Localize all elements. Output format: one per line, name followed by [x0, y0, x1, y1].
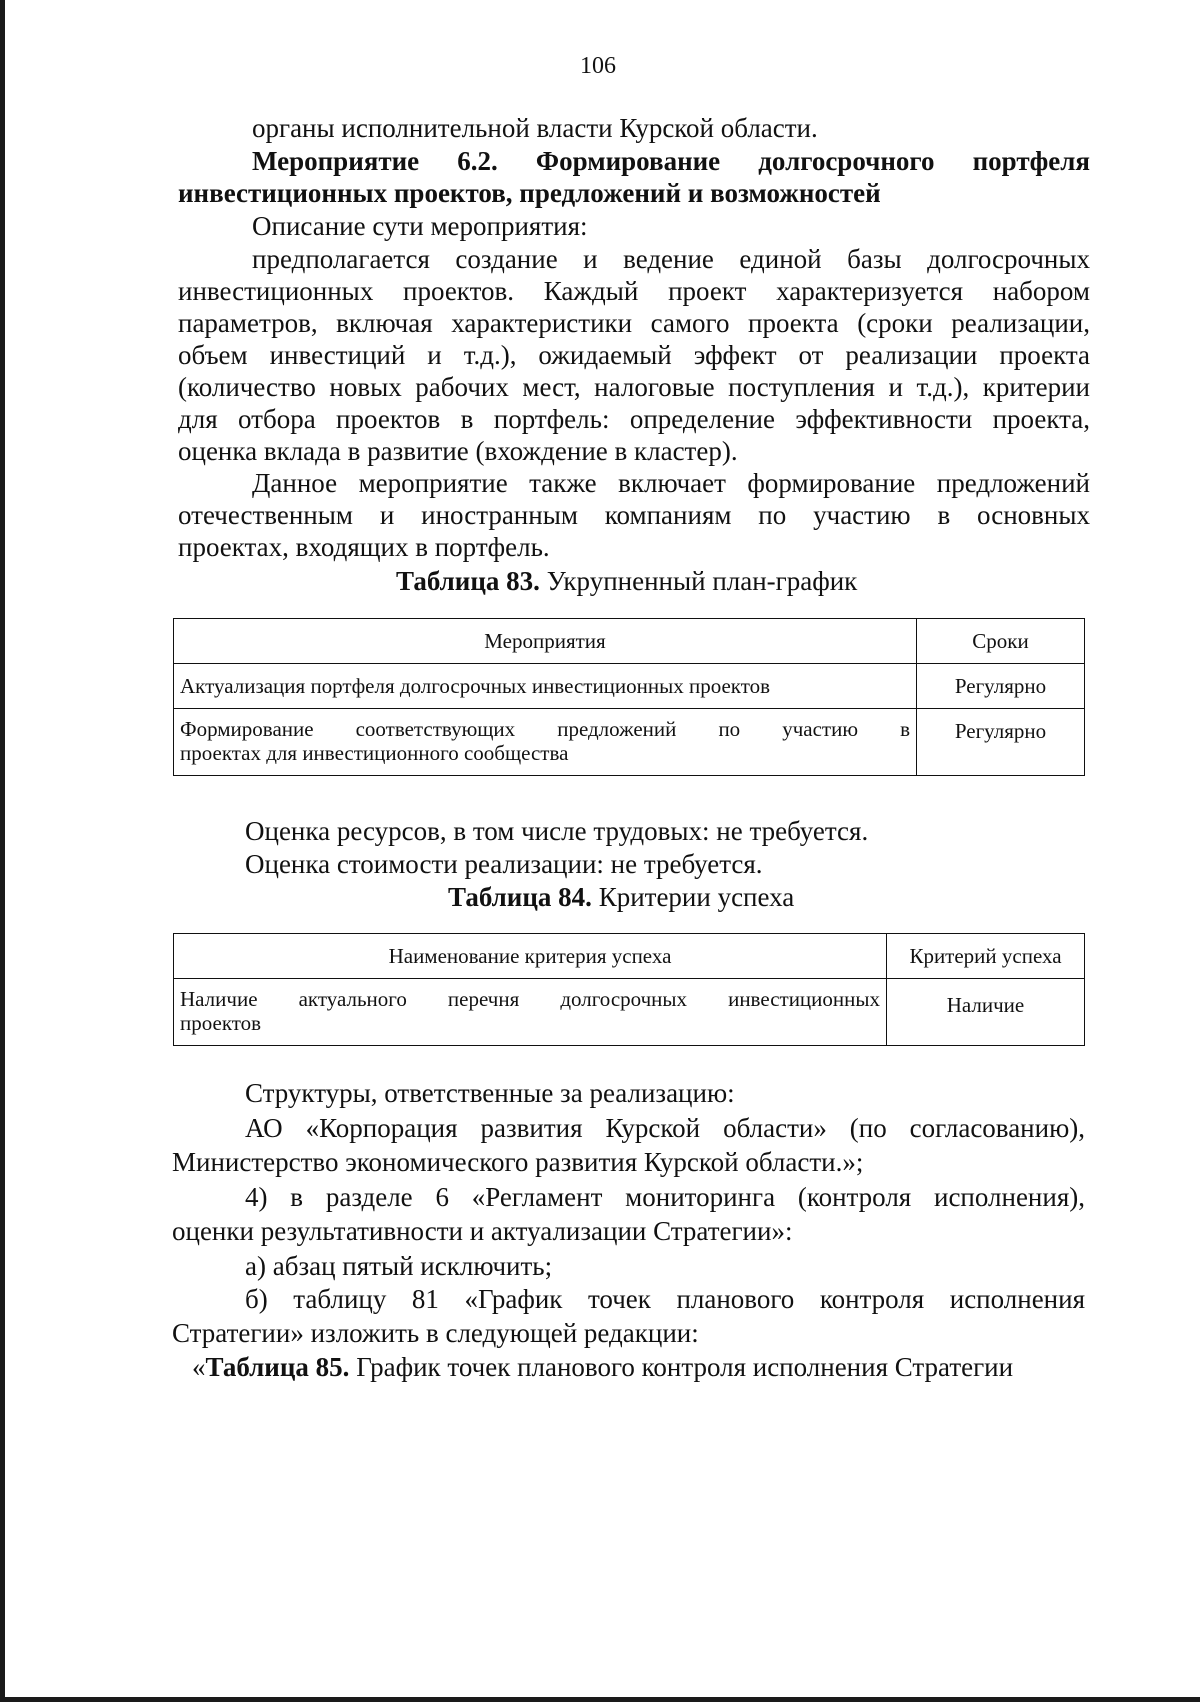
- table-header-row: [174, 934, 1085, 979]
- table-cell-criterion-name: [174, 979, 887, 1046]
- text-line: органы исполнительной власти Курской области.: [252, 113, 818, 143]
- paragraph-line: Министерство экономического развития Курской области.»;: [172, 1147, 864, 1177]
- scan-edge-bottom: [0, 1697, 1200, 1702]
- table-cell-line: Наличие актуального перечня долгосрочных инвестиционных: [180, 987, 880, 1011]
- paragraph-line: оценки результативности и актуализации Стратегии»:: [172, 1216, 793, 1246]
- paragraph-line: объем инвестиций и т.д.), ожидаемый эффект от реализации проекта: [178, 340, 1090, 370]
- table-row: [174, 979, 1085, 1046]
- table-row: [174, 709, 1085, 776]
- table-header-row: [174, 619, 1085, 664]
- section-heading: Мероприятие 6.2. Формирование долгосрочного портфеля: [252, 146, 1090, 176]
- paragraph-line: б) таблицу 81 «График точек планового контроля исполнения: [245, 1284, 1085, 1314]
- paragraph-line: (количество новых рабочих мест, налоговые поступления и т.д.), критерии: [178, 372, 1090, 402]
- paragraph-line: отечественным и иностранным компаниям по участию в основных: [178, 500, 1090, 530]
- table85-caption-text: График точек планового контроля исполнения Стратегии: [349, 1352, 1014, 1382]
- section-heading-cont: инвестиционных проектов, предложений и возможностей: [178, 178, 881, 208]
- paragraph-line: проектах, входящих в портфель.: [178, 532, 550, 562]
- table85-caption: [192, 1351, 1013, 1383]
- paragraph-line: Данное мероприятие также включает формирование предложений: [252, 468, 1090, 498]
- paragraph-line: для отбора проектов в портфель: определение эффективности проекта,: [178, 404, 1090, 434]
- table84-caption: [448, 881, 794, 913]
- responsible-label: Структуры, ответственные за реализацию:: [245, 1078, 735, 1108]
- paragraph-line: а) абзац пятый исключить;: [245, 1251, 553, 1281]
- table-cell-event: Актуализация портфеля долгосрочных инвестиционных проектов: [174, 664, 917, 709]
- table-83: [173, 618, 1085, 776]
- page-number: 106: [580, 53, 616, 79]
- paragraph-line: оценка вклада в развитие (вхождение в кластер).: [178, 436, 738, 466]
- table-header-cell: Сроки: [917, 619, 1085, 664]
- table-cell-line: проектов: [180, 1011, 262, 1035]
- table-cell-event: [174, 709, 917, 776]
- table-header-cell: Критерий успеха: [887, 934, 1085, 979]
- paragraph-line: АО «Корпорация развития Курской области» (по согласованию),: [245, 1113, 1085, 1143]
- table-cell-criterion: Наличие: [887, 979, 1085, 1046]
- table-84: [173, 933, 1085, 1046]
- scan-edge-left: [0, 0, 5, 1702]
- table84-caption-bold: Таблица 84.: [448, 882, 592, 912]
- paragraph-line: предполагается создание и ведение единой базы долгосрочных: [252, 244, 1090, 274]
- paragraph-line: Стратегии» изложить в следующей редакции:: [172, 1318, 699, 1348]
- table-cell-event-line: Формирование соответствующих предложений по участию в: [180, 717, 910, 741]
- table-header-cell: Наименование критерия успеха: [174, 934, 887, 979]
- table-row: [174, 664, 1085, 709]
- table83-caption-bold: Таблица 83.: [396, 566, 540, 596]
- table83-caption-text: Укрупненный план-график: [539, 566, 858, 596]
- paragraph-line: 4) в разделе 6 «Регламент мониторинга (контроля исполнения),: [245, 1182, 1085, 1212]
- paragraph-line: параметров, включая характеристики самого проекта (сроки реализации,: [178, 308, 1090, 338]
- table85-quote: «: [192, 1352, 206, 1382]
- table-cell-term: Регулярно: [917, 709, 1085, 776]
- table-cell-event-line: проектах для инвестиционного сообщества: [180, 741, 569, 765]
- table83-caption: [396, 565, 857, 597]
- table-cell-term: Регулярно: [917, 664, 1085, 709]
- table-header-cell: Мероприятия: [174, 619, 917, 664]
- resources-line: Оценка ресурсов, в том числе трудовых: не требуется.: [245, 816, 869, 846]
- table84-caption-text: Критерии успеха: [591, 882, 795, 912]
- paragraph-line: инвестиционных проектов. Каждый проект характеризуется набором: [178, 276, 1090, 306]
- table85-caption-bold: Таблица 85.: [205, 1352, 350, 1382]
- description-label: Описание сути мероприятия:: [252, 211, 588, 241]
- cost-line: Оценка стоимости реализации: не требуется.: [245, 849, 763, 879]
